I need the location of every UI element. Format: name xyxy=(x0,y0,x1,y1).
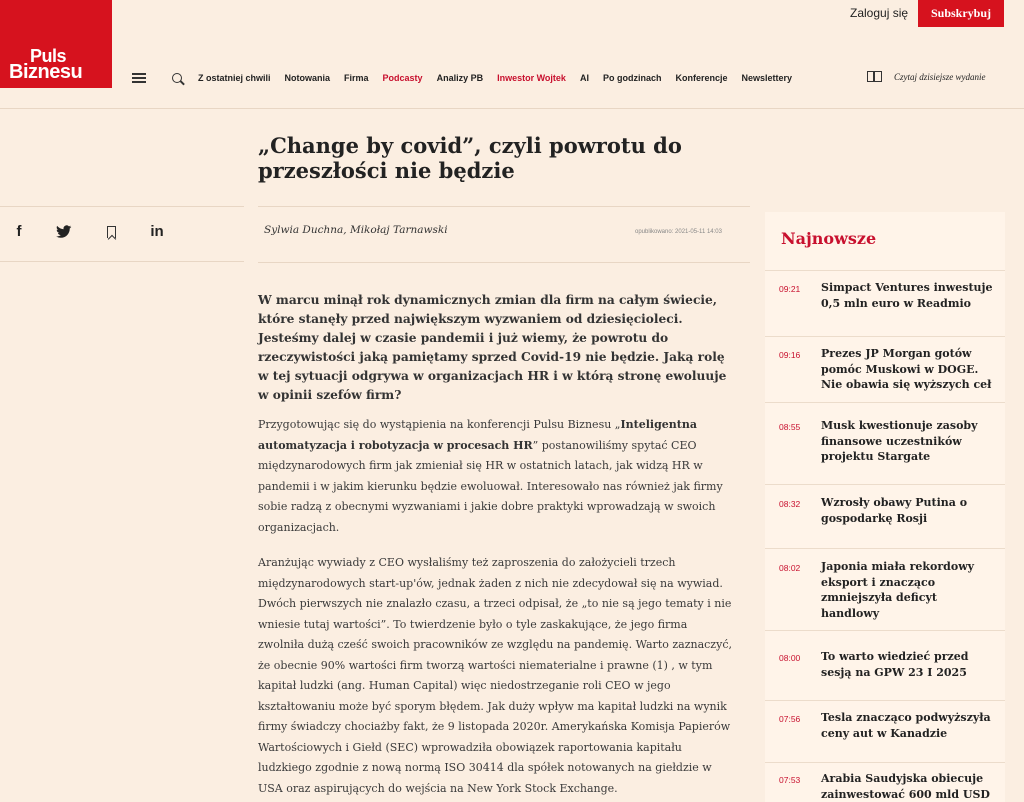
nav-item-podcasts[interactable]: Podcasty xyxy=(382,73,423,83)
news-item[interactable] xyxy=(765,630,1005,700)
nav-item-analyses[interactable]: Analizy PB xyxy=(436,73,484,83)
logo-line-1: Puls xyxy=(30,46,67,66)
p1-start: Przygotowując się do wystąpienia na konferencji Pulsu Biznesu „ xyxy=(258,418,621,431)
subscribe-button[interactable]: Subskrybuj xyxy=(918,0,1004,27)
article-lead: W marcu minął rok dynamicznych zmian dla firm na całym świecie, które stanęły przed największym wyzwaniem od dziesięcioleci. Jesteśmy dalej w czasie pandemii i już wiemy, że powrotu do rzeczywistości jaką pamiętamy sprzed Covid-19 nie będzie. Jaką rolę w tej sytuacji odgrywa w organizacjach HR i w którą stronę ewoluuje w opinii szefów firm? xyxy=(258,293,727,402)
news-time: 08:32 xyxy=(779,499,801,509)
nav-item-after-hours[interactable]: Po godzinach xyxy=(602,73,662,83)
login-link[interactable]: Zaloguj się xyxy=(850,6,909,20)
article-title: „Change by covid”, czyli powrotu do przeszłości nie będzie xyxy=(258,133,682,183)
read-today-link[interactable] xyxy=(867,71,986,82)
nav-item-investor[interactable]: Inwestor Wojtek xyxy=(497,73,566,83)
nav-item-ai[interactable]: AI xyxy=(579,73,589,83)
main-nav xyxy=(132,68,806,88)
news-item[interactable] xyxy=(765,270,1005,336)
news-item[interactable] xyxy=(765,402,1005,484)
news-title[interactable]: Prezes JP Morgan gotów pomóc Muskowi w DOGE. Nie obawia się wyższych ceł xyxy=(821,347,992,391)
share-divider-bottom xyxy=(0,261,244,262)
share-divider-top xyxy=(0,206,244,207)
p1-conference-name: Inteligentna automatyzacja i robotyzacja w procesach HR xyxy=(258,418,697,452)
search-icon[interactable] xyxy=(172,73,182,83)
header-divider xyxy=(0,108,1024,109)
latest-news-sidebar xyxy=(765,212,1005,802)
nav-item-newsletters[interactable]: Newslettery xyxy=(741,73,792,83)
nav-item-conferences[interactable]: Konferencje xyxy=(675,73,728,83)
meta-divider-top xyxy=(258,206,750,207)
top-bar xyxy=(0,0,1024,92)
menu-icon[interactable] xyxy=(132,73,146,83)
nav-item-company[interactable]: Firma xyxy=(344,73,369,83)
news-time: 09:21 xyxy=(779,284,801,294)
news-title[interactable]: Japonia miała rekordowy eksport i znacząco zmniejszyła deficyt handlowy xyxy=(821,560,975,620)
article-paragraph-1 xyxy=(258,415,736,538)
logo-line-2: Biznesu xyxy=(9,61,83,83)
linkedin-icon[interactable]: in xyxy=(150,223,164,240)
news-item[interactable] xyxy=(765,762,1005,802)
sidebar-title: Najnowsze xyxy=(781,229,877,248)
news-time: 08:55 xyxy=(779,422,801,432)
twitter-icon[interactable] xyxy=(53,221,75,243)
news-title[interactable]: Wzrosły obawy Putina o gospodarkę Rosji xyxy=(821,496,968,525)
bookmark-shape xyxy=(107,226,116,238)
news-item[interactable] xyxy=(765,700,1005,762)
news-time: 07:53 xyxy=(779,775,801,785)
news-item[interactable] xyxy=(765,336,1005,402)
news-time: 07:56 xyxy=(779,714,801,724)
facebook-icon[interactable]: f xyxy=(16,223,22,240)
news-title[interactable]: Tesla znacząco podwyższyła ceny aut w Kanadzie xyxy=(821,711,991,740)
news-time: 08:00 xyxy=(779,653,801,663)
news-title[interactable]: Simpact Ventures inwestuje 0,5 mln euro w Readmio xyxy=(821,281,993,310)
read-today-label: Czytaj dzisiejsze wydanie xyxy=(894,71,986,82)
published-date: opublikowano: 2021-05-11 14:03 xyxy=(635,229,722,235)
news-item[interactable] xyxy=(765,484,1005,548)
news-title[interactable]: Musk kwestionuje zasoby finansowe uczestników projektu Stargate xyxy=(821,419,978,463)
news-time: 08:02 xyxy=(779,563,801,573)
news-time: 09:16 xyxy=(779,350,801,360)
article-authors[interactable]: Sylwia Duchna, Mikołaj Tarnawski xyxy=(264,224,448,236)
news-title[interactable]: Arabia Saudyjska obiecuje zainwestować 600 mld USD xyxy=(821,772,990,801)
meta-divider-bottom xyxy=(258,262,750,263)
news-title[interactable]: To warto wiedzieć przed sesją na GPW 23 I 2025 xyxy=(821,650,969,679)
news-item[interactable] xyxy=(765,548,1005,630)
p1-end: ” postanowiliśmy spytać CEO międzynarodowych firm jak zmieniał się HR w ostatnich latach, jak widzą HR w pandemii i w jakim kierunku będzie ewoluował. Interesowało nas również jak firmy sobie radzą z obecnymi wyzwaniami i jakie dobre praktyki wprowadzają w swoich organizacjach. xyxy=(258,438,723,534)
nav-item-latest[interactable]: Z ostatniej chwili xyxy=(198,73,271,83)
article-paragraph-2: Aranżując wywiady z CEO wysłaliśmy też zaproszenia do założycieli trzech międzynarodowych start-up'ów, jednak żaden z nich nie zdecydował się na wywiad. Dwóch pierwszych nie znalazło czasu, a trzeci odpisał, że „to nie są jego tematy i nie wniesie tutaj wartości”. To twierdzenie było o tyle zaskakujące, że jego firma zwolniła dużą cześć swoich pracowników ze względu na pandemię. Warto zaznaczyć, że obecnie 90% wartości firm tworzą wartości niematerialne i prawne (1) , w tym kapitał ludzki (ang. Human Capital) więc niedostrzeganie roli CEO w jego kształtowaniu może być sporym błędem. Jak duży wpływ ma kapitał ludzki na wynik firmy świadczy chociażby fakt, że 9 listopada 2020r. Amerykańska Komisja Papierów Wartościowych i Giełd (SEC) wprowadziła obowiązek raportowania kapitału ludzkiego zgodnie z nową normą ISO 30414 dla spółek notowanych na giełdzie w USA oraz aspirujących do wejścia na New York Stock Exchange. xyxy=(258,556,732,795)
bookmark-icon[interactable] xyxy=(100,221,122,243)
newspaper-icon xyxy=(867,71,882,82)
site-logo[interactable] xyxy=(0,0,112,88)
nav-item-quotes[interactable]: Notowania xyxy=(284,73,331,83)
